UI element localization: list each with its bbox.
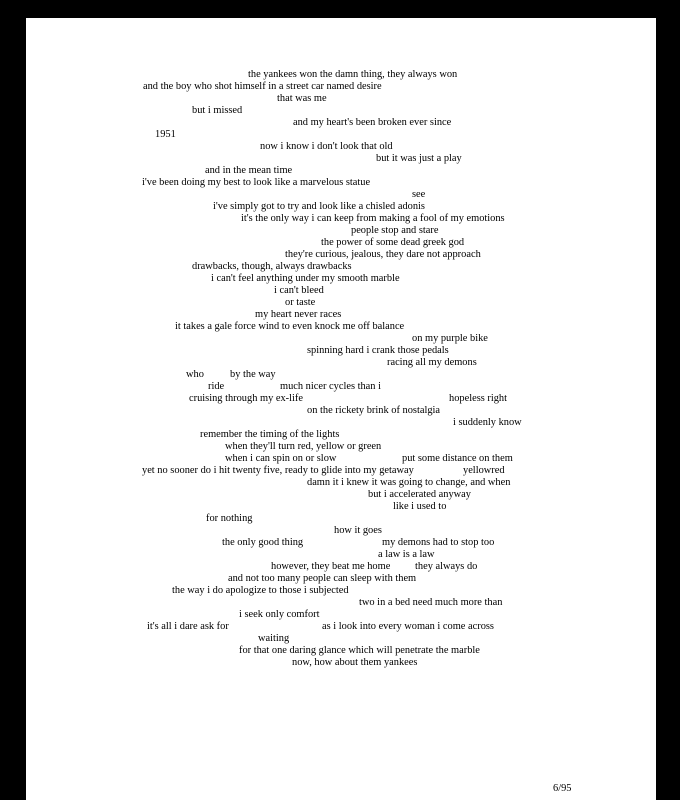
poem-line: a law is a law <box>378 549 435 560</box>
poem-line: remember the timing of the lights <box>200 429 340 440</box>
poem-line: when i can spin on or slow <box>225 453 337 464</box>
poem-line: 1951 <box>155 129 176 140</box>
poem-line: drawbacks, though, always drawbacks <box>192 261 352 272</box>
poem-line: the power of some dead greek god <box>321 237 465 248</box>
poem-line: that was me <box>277 93 327 104</box>
poem-line: for that one daring glance which will penetrate the marble <box>239 645 480 656</box>
poem-line: and my heart's been broken ever since <box>293 117 452 128</box>
poem-line: on the rickety brink of nostalgia <box>307 405 441 416</box>
poem-line: two in a bed need much more than <box>359 597 503 608</box>
poem-line: it's all i dare ask for <box>147 621 229 632</box>
poem-line: when they'll turn red, yellow or green <box>225 441 382 452</box>
poem-line: i seek only comfort <box>239 609 320 620</box>
poem-line: yet no sooner do i hit twenty five, ready to glide into my getaway <box>142 465 414 476</box>
poem-line: now, how about them yankees <box>292 657 418 668</box>
poem-line: however, they beat me home <box>271 561 391 572</box>
poem-line: waiting <box>258 633 290 644</box>
poem-line: damn it i knew it was going to change, and when <box>307 477 511 488</box>
poem-line: as i look into every woman i come across <box>322 621 494 632</box>
poem-line: see <box>412 189 426 200</box>
poem-line: but i missed <box>192 105 243 116</box>
poem-line: it takes a gale force wind to even knock me off balance <box>175 321 405 332</box>
poem-line: by the way <box>230 369 276 380</box>
poem-line: yellowred <box>463 465 505 476</box>
poem-line: i suddenly know <box>453 417 522 428</box>
poem-line: people stop and stare <box>351 225 439 236</box>
poem-line: spinning hard i crank those pedals <box>307 345 449 356</box>
poem-line: like i used to <box>393 501 447 512</box>
poem-line: i've been doing my best to look like a marvelous statue <box>142 177 371 188</box>
poem-line: racing all my demons <box>387 357 477 368</box>
poem-line: put some distance on them <box>402 453 513 464</box>
poem-line: on my purple bike <box>412 333 488 344</box>
poem-line: now i know i don't look that old <box>260 141 393 152</box>
poem-line: for nothing <box>206 513 253 524</box>
poem-line: hopeless right <box>449 393 508 404</box>
poem-line: but i accelerated anyway <box>368 489 471 500</box>
poem-line: i've simply got to try and look like a chisled adonis <box>213 201 425 212</box>
poem-line: my demons had to stop too <box>382 537 495 548</box>
poem-line: how it goes <box>334 525 382 536</box>
poem-line: much nicer cycles than i <box>280 381 381 392</box>
poem-line: the way i do apologize to those i subjected <box>172 585 349 596</box>
poem-line: i can't bleed <box>274 285 324 296</box>
poem-line: the only good thing <box>222 537 304 548</box>
poem-line: i can't feel anything under my smooth marble <box>211 273 400 284</box>
poem-line: who <box>186 369 204 380</box>
poem-line: they always do <box>415 561 478 572</box>
poem-line: ride <box>208 381 225 392</box>
poem-line: and not too many people can sleep with them <box>228 573 417 584</box>
page-number: 6/95 <box>553 783 572 794</box>
poem-line: my heart never races <box>255 309 342 320</box>
poem-line: they're curious, jealous, they dare not approach <box>285 249 481 260</box>
poem-line: it's the only way i can keep from making a fool of my emotions <box>241 213 505 224</box>
poem-line: and the boy who shot himself in a street car named desire <box>143 81 382 92</box>
poem-line: cruising through my ex-life <box>189 393 303 404</box>
poem-line: or taste <box>285 297 316 308</box>
poem-line: the yankees won the damn thing, they always won <box>248 69 458 80</box>
poem-line: but it was just a play <box>376 153 462 164</box>
poem-line: and in the mean time <box>205 165 293 176</box>
